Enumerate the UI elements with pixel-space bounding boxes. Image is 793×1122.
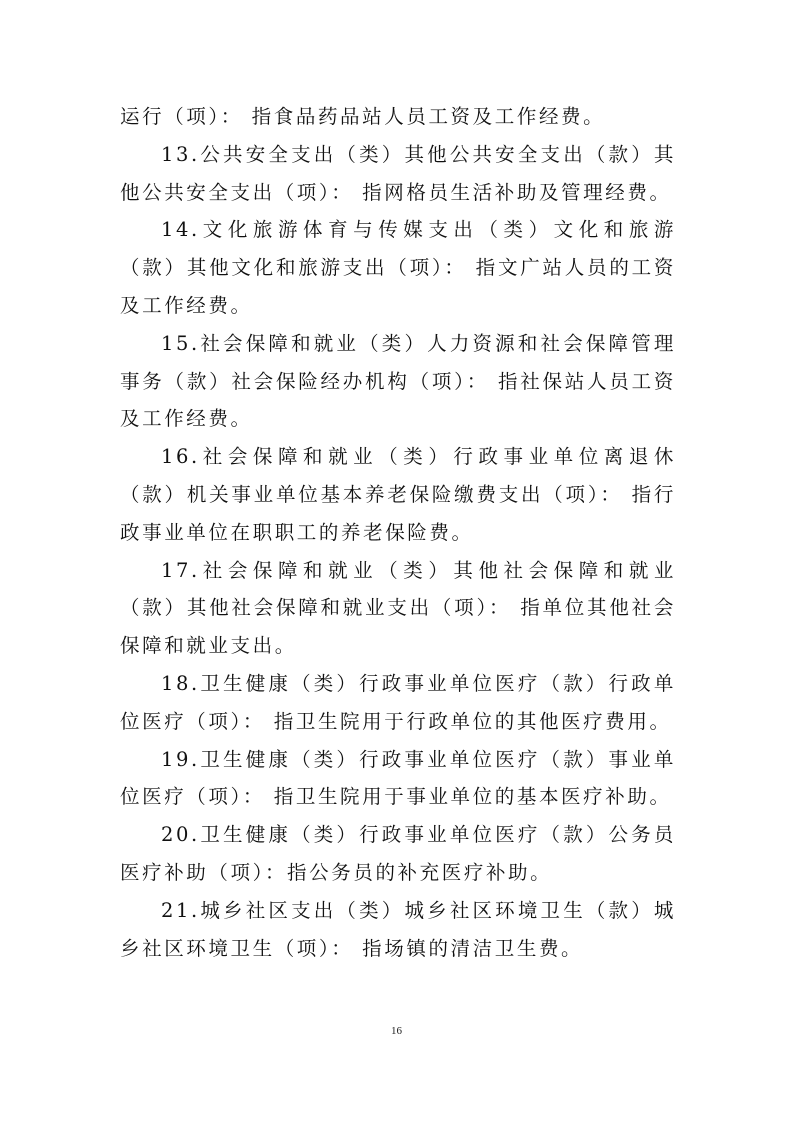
paragraph-continuation: 运行（项）： 指食品药品站人员工资及工作经费。 [120, 105, 606, 128]
paragraph-item-13: 13.公共安全支出（类）其他公共安全支出（款）其他公共安全支出（项）： 指网格员生活补助及管理经费。 [120, 142, 676, 204]
paragraph-item-17: 17.社会保障和就业（类）其他社会保障和就业（款）其他社会保障和就业支出（项）： 指单位其他社会保障和就业支出。 [120, 558, 676, 658]
document-body [120, 98, 676, 967]
paragraph-item-16: 16.社会保障和就业（类）行政事业单位离退休（款）机关事业单位基本养老保险缴费支出（项）： 指行政事业单位在职职工的养老保险费。 [120, 445, 676, 544]
paragraph-item-15: 15.社会保障和就业（类）人力资源和社会保障管理事务（款）社会保险经办机构（项）： 指社保站人员工资及工作经费。 [120, 331, 676, 431]
paragraph-item-18: 18.卫生健康（类）行政事业单位医疗（款）行政单位医疗（项）： 指卫生院用于行政单位的其他医疗费用。 [120, 671, 676, 733]
paragraph-item-21: 21.城乡社区支出（类）城乡社区环境卫生（款）城乡社区环境卫生（项）： 指场镇的清洁卫生费。 [120, 898, 676, 960]
paragraph-item-19: 19.卫生健康（类）行政事业单位医疗（款）事业单位医疗（项）： 指卫生院用于事业单位的基本医疗补助。 [120, 747, 676, 809]
page-number: 16 [391, 1025, 402, 1037]
paragraph-item-14: 14.文化旅游体育与传媒支出（类）文化和旅游（款）其他文化和旅游支出（项）： 指文广站人员的工资及工作经费。 [120, 218, 676, 317]
paragraph-item-20: 20.卫生健康（类）行政事业单位医疗（款）公务员医疗补助（项）：指公务员的补充医疗补助。 [120, 823, 676, 884]
